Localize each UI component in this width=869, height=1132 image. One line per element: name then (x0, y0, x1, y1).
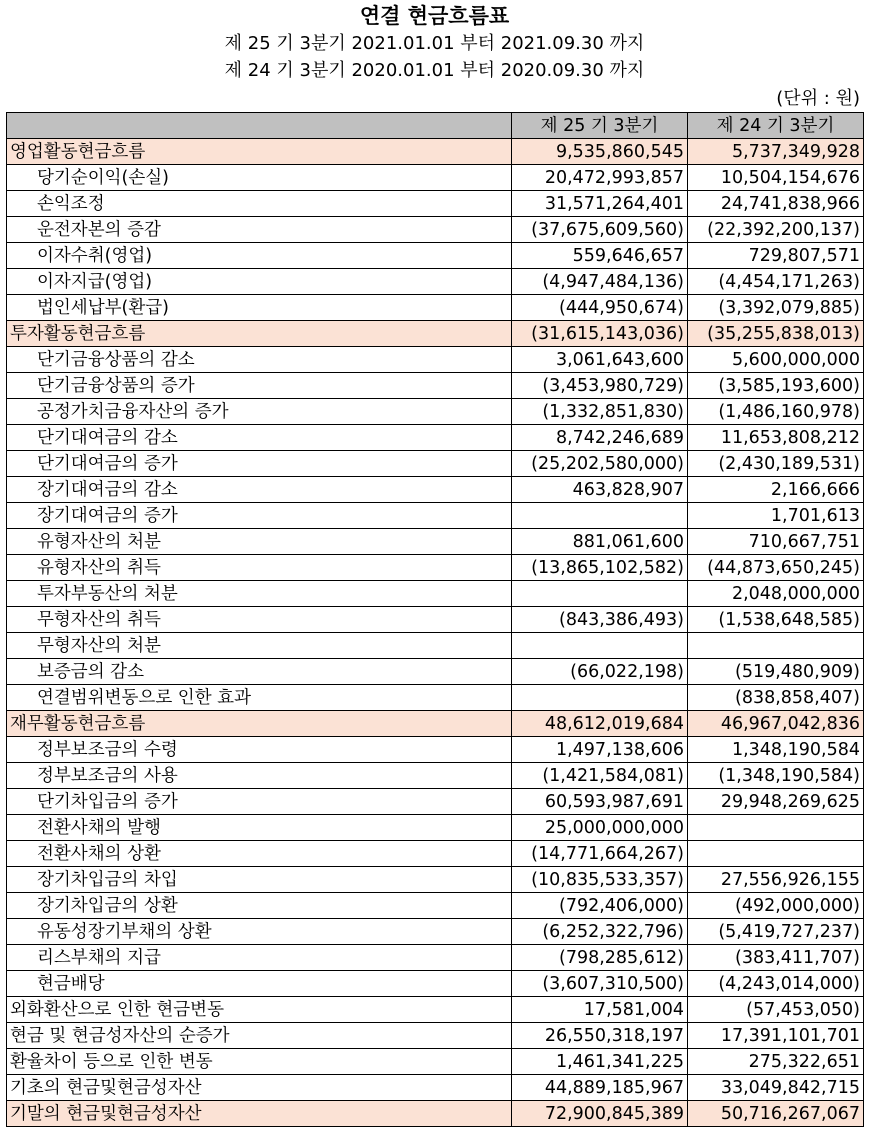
table-row (7, 217, 864, 243)
current-period-value: (4,947,484,136) (512, 269, 688, 295)
current-period-value: 1,461,341,225 (512, 1049, 688, 1075)
prior-period-value: 275,322,651 (688, 1049, 864, 1075)
prior-period-value: (4,454,171,263) (688, 269, 864, 295)
current-period-value: (843,386,493) (512, 607, 688, 633)
table-row (7, 1049, 864, 1075)
table-header-row (7, 113, 864, 139)
current-period-value: (1,332,851,830) (512, 399, 688, 425)
row-label: 단기금융상품의 증가 (7, 373, 512, 399)
row-label: 리스부채의 지급 (7, 945, 512, 971)
table-row (7, 347, 864, 373)
row-label: 외화환산으로 인한 현금변동 (7, 997, 512, 1023)
current-period-value: (13,865,102,582) (512, 555, 688, 581)
current-period-value: 8,742,246,689 (512, 425, 688, 451)
current-period-value: 20,472,993,857 (512, 165, 688, 191)
row-label: 정부보조금의 수령 (7, 737, 512, 763)
current-period-value (512, 503, 688, 529)
current-period-value: 44,889,185,967 (512, 1075, 688, 1101)
table-row (7, 1023, 864, 1049)
table-row (7, 477, 864, 503)
prior-period-value: 2,166,666 (688, 477, 864, 503)
table-row (7, 165, 864, 191)
prior-period-value: (22,392,200,137) (688, 217, 864, 243)
row-label: 유형자산의 처분 (7, 529, 512, 555)
row-label: 유동성장기부채의 상환 (7, 919, 512, 945)
row-label: 보증금의 감소 (7, 659, 512, 685)
prior-period-value: (44,873,650,245) (688, 555, 864, 581)
prior-period-value: 46,967,042,836 (688, 711, 864, 737)
prior-period-value: 1,701,613 (688, 503, 864, 529)
prior-period-value: (2,430,189,531) (688, 451, 864, 477)
prior-period-value: 33,049,842,715 (688, 1075, 864, 1101)
table-row (7, 191, 864, 217)
table-row (7, 971, 864, 997)
cash-flow-table (6, 112, 864, 1127)
row-label: 운전자본의 증감 (7, 217, 512, 243)
current-period-value: 881,061,600 (512, 529, 688, 555)
table-row (7, 711, 864, 737)
table-row (7, 399, 864, 425)
row-label: 단기대여금의 증가 (7, 451, 512, 477)
row-label: 정부보조금의 사용 (7, 763, 512, 789)
row-label: 이자지급(영업) (7, 269, 512, 295)
row-label: 전환사채의 상환 (7, 841, 512, 867)
table-row (7, 763, 864, 789)
row-label: 단기금융상품의 감소 (7, 347, 512, 373)
table-row (7, 685, 864, 711)
prior-period-value (688, 633, 864, 659)
row-label: 장기대여금의 감소 (7, 477, 512, 503)
statement-title: 연결 현금흐름표 (359, 3, 510, 28)
row-label: 당기순이익(손실) (7, 165, 512, 191)
table-row (7, 945, 864, 971)
row-label: 영업활동현금흐름 (7, 139, 512, 165)
current-period-value: (14,771,664,267) (512, 841, 688, 867)
prior-period-value: 5,600,000,000 (688, 347, 864, 373)
row-label: 투자활동현금흐름 (7, 321, 512, 347)
prior-period-value: (3,585,193,600) (688, 373, 864, 399)
row-label: 법인세납부(환급) (7, 295, 512, 321)
row-label: 장기차입금의 상환 (7, 893, 512, 919)
table-row (7, 581, 864, 607)
prior-period-value: (1,348,190,584) (688, 763, 864, 789)
current-period-value: (37,675,609,560) (512, 217, 688, 243)
table-row (7, 1101, 864, 1127)
header-current-period: 제 25 기 3분기 (512, 113, 688, 139)
current-period-value: (66,022,198) (512, 659, 688, 685)
prior-period-value: 29,948,269,625 (688, 789, 864, 815)
table-row (7, 321, 864, 347)
row-label: 단기차입금의 증가 (7, 789, 512, 815)
current-period-value: (31,615,143,036) (512, 321, 688, 347)
row-label: 단기대여금의 감소 (7, 425, 512, 451)
table-row (7, 919, 864, 945)
row-label: 장기차입금의 차입 (7, 867, 512, 893)
prior-period-value: (492,000,000) (688, 893, 864, 919)
table-row (7, 1075, 864, 1101)
current-period-value: (3,453,980,729) (512, 373, 688, 399)
prior-period-value: 24,741,838,966 (688, 191, 864, 217)
current-period-value: (444,950,674) (512, 295, 688, 321)
prior-period-value: 50,716,267,067 (688, 1101, 864, 1127)
table-row (7, 373, 864, 399)
row-label: 투자부동산의 처분 (7, 581, 512, 607)
table-row (7, 893, 864, 919)
current-period-value: (792,406,000) (512, 893, 688, 919)
prior-period-value (688, 841, 864, 867)
current-period-value: 26,550,318,197 (512, 1023, 688, 1049)
prior-period-value: 17,391,101,701 (688, 1023, 864, 1049)
table-row (7, 815, 864, 841)
prior-period-value: (35,255,838,013) (688, 321, 864, 347)
current-period-value: (3,607,310,500) (512, 971, 688, 997)
table-row (7, 451, 864, 477)
prior-period-value: 1,348,190,584 (688, 737, 864, 763)
current-period-value: 72,900,845,389 (512, 1101, 688, 1127)
prior-period-value: 2,048,000,000 (688, 581, 864, 607)
current-period-value: 9,535,860,545 (512, 139, 688, 165)
row-label: 유형자산의 취득 (7, 555, 512, 581)
table-row (7, 997, 864, 1023)
current-period-value: 31,571,264,401 (512, 191, 688, 217)
table-row (7, 139, 864, 165)
row-label: 환율차이 등으로 인한 변동 (7, 1049, 512, 1075)
current-period-value (512, 685, 688, 711)
table-row (7, 789, 864, 815)
prior-period-value: 729,807,571 (688, 243, 864, 269)
table-row (7, 425, 864, 451)
table-row (7, 867, 864, 893)
prior-period-value: (5,419,727,237) (688, 919, 864, 945)
header-prior-period: 제 24 기 3분기 (688, 113, 864, 139)
current-period-value: 1,497,138,606 (512, 737, 688, 763)
current-period-value: (25,202,580,000) (512, 451, 688, 477)
row-label: 무형자산의 처분 (7, 633, 512, 659)
table-row (7, 737, 864, 763)
current-period-value: 463,828,907 (512, 477, 688, 503)
prior-period-value: (3,392,079,885) (688, 295, 864, 321)
prior-period-value: (383,411,707) (688, 945, 864, 971)
table-row (7, 607, 864, 633)
prior-period-value: (1,538,648,585) (688, 607, 864, 633)
prior-period-value: 10,504,154,676 (688, 165, 864, 191)
prior-period-value: (838,858,407) (688, 685, 864, 711)
table-row (7, 529, 864, 555)
prior-period-value: 5,737,349,928 (688, 139, 864, 165)
table-row (7, 243, 864, 269)
header-blank-cell (7, 113, 512, 139)
unit-label: (단위 : 원) (776, 88, 860, 109)
row-label: 현금 및 현금성자산의 순증가 (7, 1023, 512, 1049)
table-row (7, 841, 864, 867)
current-period-value: (6,252,322,796) (512, 919, 688, 945)
current-period-value (512, 633, 688, 659)
table-row (7, 659, 864, 685)
current-period-value: 48,612,019,684 (512, 711, 688, 737)
row-label: 공정가치금융자산의 증가 (7, 399, 512, 425)
prior-period-value (688, 815, 864, 841)
current-period-value (512, 581, 688, 607)
current-period-value: 17,581,004 (512, 997, 688, 1023)
prior-period-value: (1,486,160,978) (688, 399, 864, 425)
table-row (7, 555, 864, 581)
table-row (7, 295, 864, 321)
row-label: 기말의 현금및현금성자산 (7, 1101, 512, 1127)
row-label: 장기대여금의 증가 (7, 503, 512, 529)
current-period-value: 60,593,987,691 (512, 789, 688, 815)
current-period-value: 3,061,643,600 (512, 347, 688, 373)
table-row (7, 503, 864, 529)
row-label: 손익조정 (7, 191, 512, 217)
prior-period-value: (4,243,014,000) (688, 971, 864, 997)
current-period-value: (10,835,533,357) (512, 867, 688, 893)
row-label: 연결범위변동으로 인한 효과 (7, 685, 512, 711)
current-period-line: 제 25 기 3분기 2021.01.01 부터 2021.09.30 까지 (224, 33, 645, 54)
row-label: 재무활동현금흐름 (7, 711, 512, 737)
table-body (7, 139, 864, 1127)
table-row (7, 269, 864, 295)
prior-period-line: 제 24 기 3분기 2020.01.01 부터 2020.09.30 까지 (224, 60, 645, 81)
current-period-value: (798,285,612) (512, 945, 688, 971)
row-label: 전환사채의 발행 (7, 815, 512, 841)
row-label: 기초의 현금및현금성자산 (7, 1075, 512, 1101)
current-period-value: (1,421,584,081) (512, 763, 688, 789)
row-label: 현금배당 (7, 971, 512, 997)
prior-period-value: 27,556,926,155 (688, 867, 864, 893)
row-label: 무형자산의 취득 (7, 607, 512, 633)
prior-period-value: (519,480,909) (688, 659, 864, 685)
prior-period-value: (57,453,050) (688, 997, 864, 1023)
row-label: 이자수취(영업) (7, 243, 512, 269)
current-period-value: 559,646,657 (512, 243, 688, 269)
table-row (7, 633, 864, 659)
current-period-value: 25,000,000,000 (512, 815, 688, 841)
prior-period-value: 11,653,808,212 (688, 425, 864, 451)
prior-period-value: 710,667,751 (688, 529, 864, 555)
